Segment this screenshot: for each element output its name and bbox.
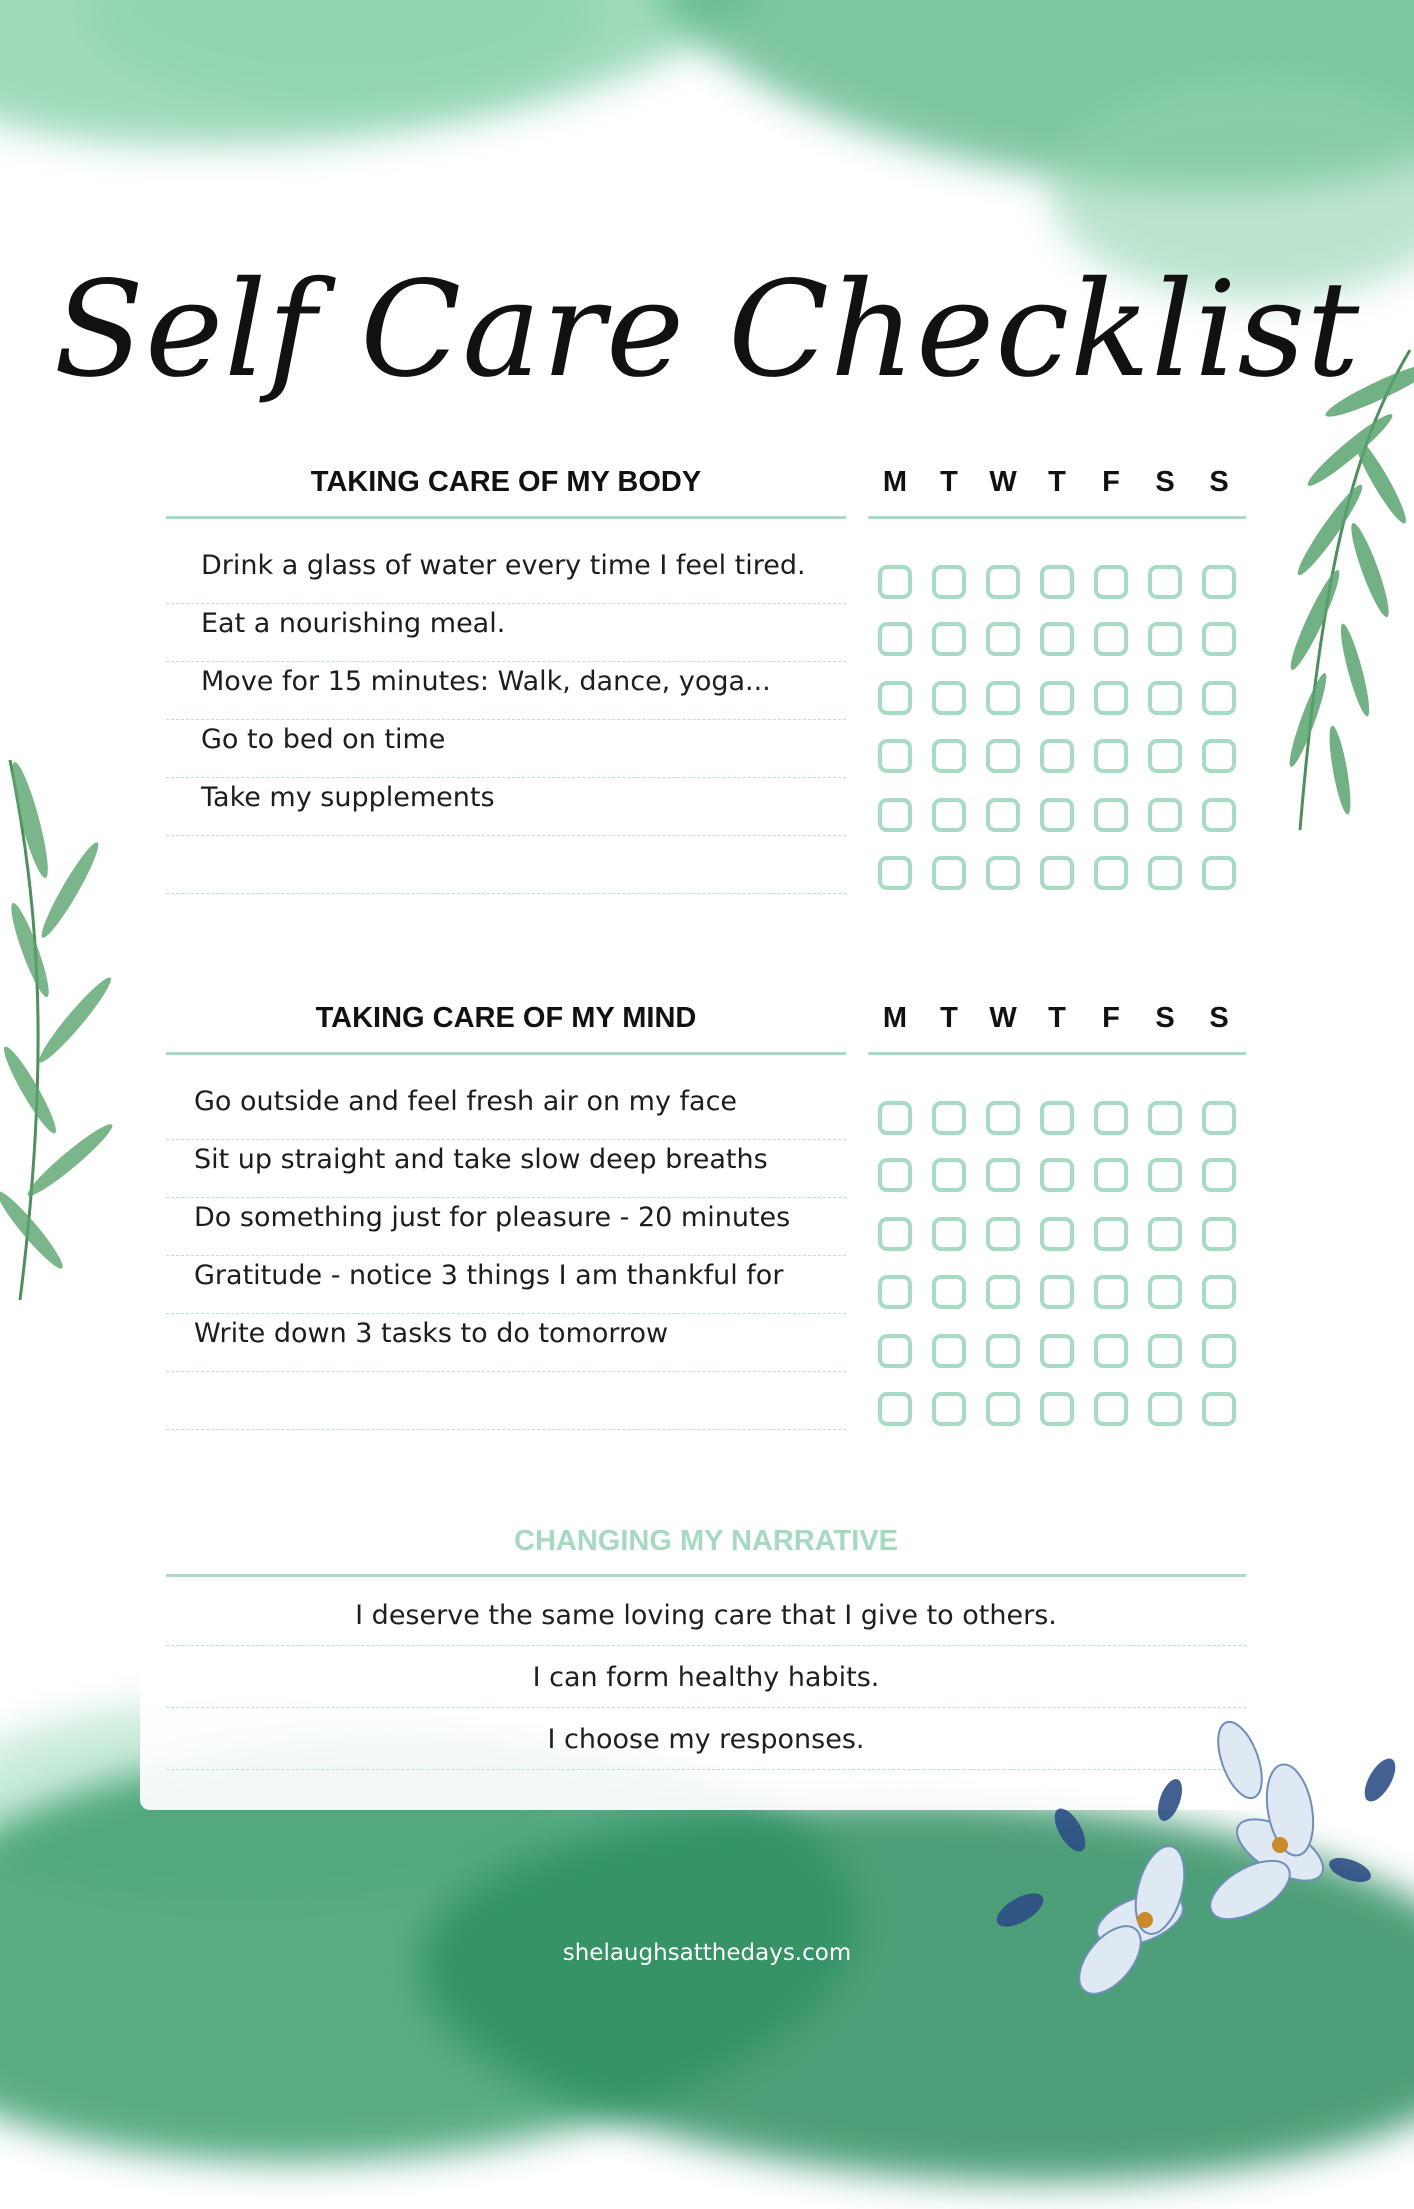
checkbox-row: [868, 565, 1246, 599]
checkbox[interactable]: [1202, 681, 1236, 715]
checkbox[interactable]: [1148, 1217, 1182, 1251]
checkbox[interactable]: [1094, 622, 1128, 656]
checkbox[interactable]: [1094, 856, 1128, 890]
checkbox-row: [868, 1158, 1246, 1192]
checkbox[interactable]: [878, 1334, 912, 1368]
checkbox[interactable]: [986, 1275, 1020, 1309]
checkbox[interactable]: [1040, 1392, 1074, 1426]
checkbox[interactable]: [932, 1392, 966, 1426]
checkbox[interactable]: [986, 565, 1020, 599]
checkbox[interactable]: [1202, 565, 1236, 599]
checkbox[interactable]: [1040, 1217, 1074, 1251]
checkbox[interactable]: [1040, 1275, 1074, 1309]
checkbox[interactable]: [986, 798, 1020, 832]
checkbox[interactable]: [1148, 622, 1182, 656]
checklist-item: Write down 3 tasks to do tomorrow: [166, 1314, 846, 1372]
checkbox[interactable]: [1202, 622, 1236, 656]
footer-website[interactable]: shelaughsatthedays.com: [562, 1940, 852, 1966]
checkbox[interactable]: [1148, 1392, 1182, 1426]
checkbox[interactable]: [1094, 798, 1128, 832]
checkbox[interactable]: [1148, 798, 1182, 832]
checkbox[interactable]: [1040, 565, 1074, 599]
checkbox[interactable]: [1202, 1217, 1236, 1251]
checkbox[interactable]: [1094, 565, 1128, 599]
checkbox[interactable]: [932, 565, 966, 599]
checkbox[interactable]: [878, 739, 912, 773]
checkbox[interactable]: [878, 1217, 912, 1251]
checkbox-row: [868, 739, 1246, 773]
checkbox[interactable]: [932, 1217, 966, 1251]
day-label: S: [1155, 466, 1175, 498]
checkbox[interactable]: [1202, 798, 1236, 832]
checkbox-row: [868, 1217, 1246, 1251]
checkbox[interactable]: [1148, 1158, 1182, 1192]
checkbox-row: [868, 681, 1246, 715]
checkbox[interactable]: [1202, 1392, 1236, 1426]
checklist-item: Go to bed on time: [166, 720, 846, 778]
leaf-branch-left-icon: [0, 760, 120, 1320]
checklist-item: Take my supplements: [166, 778, 846, 836]
checkbox[interactable]: [1040, 1158, 1074, 1192]
checkbox[interactable]: [878, 681, 912, 715]
checkbox[interactable]: [1148, 681, 1182, 715]
day-label: T: [1048, 466, 1066, 498]
checkbox[interactable]: [878, 1392, 912, 1426]
checkbox[interactable]: [986, 622, 1020, 656]
day-label: T: [940, 1002, 958, 1034]
checkbox[interactable]: [1148, 1101, 1182, 1135]
checkbox[interactable]: [1202, 739, 1236, 773]
checkbox[interactable]: [1148, 1275, 1182, 1309]
checklist-item: Sit up straight and take slow deep breaths: [166, 1140, 846, 1198]
checkbox-row: [868, 1392, 1246, 1426]
divider: [868, 1052, 1246, 1055]
checkbox[interactable]: [878, 856, 912, 890]
checklist-item: Go outside and feel fresh air on my face: [166, 1082, 846, 1140]
checkbox[interactable]: [1040, 1101, 1074, 1135]
checkbox[interactable]: [1040, 798, 1074, 832]
checklist-item-blank[interactable]: [166, 1372, 846, 1430]
day-header-mind: [868, 1002, 1246, 1035]
checkbox-row: [868, 798, 1246, 832]
checkbox[interactable]: [932, 1101, 966, 1135]
checkbox[interactable]: [1040, 622, 1074, 656]
checklist-item: Drink a glass of water every time I feel tired.: [166, 546, 846, 604]
checkbox-row: [868, 1101, 1246, 1135]
day-label: F: [1102, 466, 1120, 498]
section-heading-mind: TAKING CARE OF MY MIND: [315, 1002, 697, 1034]
checklist-item: Gratitude - notice 3 things I am thankful for: [166, 1256, 846, 1314]
checkbox[interactable]: [986, 1334, 1020, 1368]
day-label: W: [989, 466, 1017, 498]
checkbox[interactable]: [1040, 856, 1074, 890]
checkbox-row: [868, 1334, 1246, 1368]
checkbox[interactable]: [932, 739, 966, 773]
checkbox-row: [868, 622, 1246, 656]
checkbox[interactable]: [932, 1158, 966, 1192]
checkbox[interactable]: [986, 1392, 1020, 1426]
day-label: M: [882, 466, 908, 498]
checkbox[interactable]: [932, 622, 966, 656]
checkbox[interactable]: [1148, 739, 1182, 773]
checkbox[interactable]: [986, 681, 1020, 715]
checkbox[interactable]: [1040, 739, 1074, 773]
checkbox[interactable]: [1202, 1101, 1236, 1135]
day-label: W: [989, 1002, 1017, 1034]
checkbox[interactable]: [986, 1158, 1020, 1192]
checkbox[interactable]: [878, 1101, 912, 1135]
affirmation: I can form healthy habits.: [166, 1652, 1246, 1708]
checkbox[interactable]: [878, 798, 912, 832]
checkbox[interactable]: [1094, 1158, 1128, 1192]
checkbox[interactable]: [986, 1101, 1020, 1135]
checkbox[interactable]: [1094, 1275, 1128, 1309]
checkbox[interactable]: [1202, 1158, 1236, 1192]
checklist-item-blank[interactable]: [166, 836, 846, 894]
checkbox[interactable]: [1040, 1334, 1074, 1368]
checkbox[interactable]: [1202, 856, 1236, 890]
affirmation: I choose my responses.: [166, 1714, 1246, 1770]
checkbox[interactable]: [932, 856, 966, 890]
checkbox[interactable]: [1148, 565, 1182, 599]
checkbox[interactable]: [932, 798, 966, 832]
affirmation: I deserve the same loving care that I give to others.: [166, 1590, 1246, 1646]
checkbox[interactable]: [932, 1334, 966, 1368]
divider: [166, 516, 846, 519]
divider: [166, 1052, 846, 1055]
checkbox[interactable]: [1202, 1275, 1236, 1309]
day-label: F: [1102, 1002, 1120, 1034]
section-heading-body: TAKING CARE OF MY BODY: [310, 466, 702, 498]
day-label: S: [1155, 1002, 1175, 1034]
page-title: Self Care Checklist: [53, 253, 1361, 408]
divider: [166, 1574, 1246, 1577]
checklist-item: Move for 15 minutes: Walk, dance, yoga...: [166, 662, 846, 720]
day-label: T: [940, 466, 958, 498]
checkbox[interactable]: [986, 1217, 1020, 1251]
checkbox[interactable]: [1202, 1334, 1236, 1368]
checkbox[interactable]: [932, 1275, 966, 1309]
divider: [868, 516, 1246, 519]
day-label: T: [1048, 1002, 1066, 1034]
checkbox[interactable]: [986, 856, 1020, 890]
checklist-item: Eat a nourishing meal.: [166, 604, 846, 662]
checkbox-row: [868, 856, 1246, 890]
checkbox[interactable]: [1094, 1217, 1128, 1251]
checkbox[interactable]: [1094, 681, 1128, 715]
checkbox[interactable]: [932, 681, 966, 715]
checkbox[interactable]: [1040, 681, 1074, 715]
day-label: S: [1209, 1002, 1229, 1034]
checkbox[interactable]: [878, 622, 912, 656]
checkbox[interactable]: [1094, 739, 1128, 773]
checklist-item: Do something just for pleasure - 20 minutes: [166, 1198, 846, 1256]
day-label: M: [882, 1002, 908, 1034]
checkbox[interactable]: [878, 1275, 912, 1309]
day-label: S: [1209, 466, 1229, 498]
section-heading-narrative: CHANGING MY NARRATIVE: [514, 1525, 898, 1557]
checkbox-row: [868, 1275, 1246, 1309]
checkbox[interactable]: [878, 1158, 912, 1192]
checkbox[interactable]: [1148, 856, 1182, 890]
checkbox[interactable]: [1094, 1392, 1128, 1426]
checkbox[interactable]: [1094, 1334, 1128, 1368]
checkbox[interactable]: [1094, 1101, 1128, 1135]
checkbox[interactable]: [1148, 1334, 1182, 1368]
checkbox[interactable]: [878, 565, 912, 599]
checkbox[interactable]: [986, 739, 1020, 773]
watercolor-top: [0, 0, 793, 186]
day-header-body: [868, 466, 1246, 499]
